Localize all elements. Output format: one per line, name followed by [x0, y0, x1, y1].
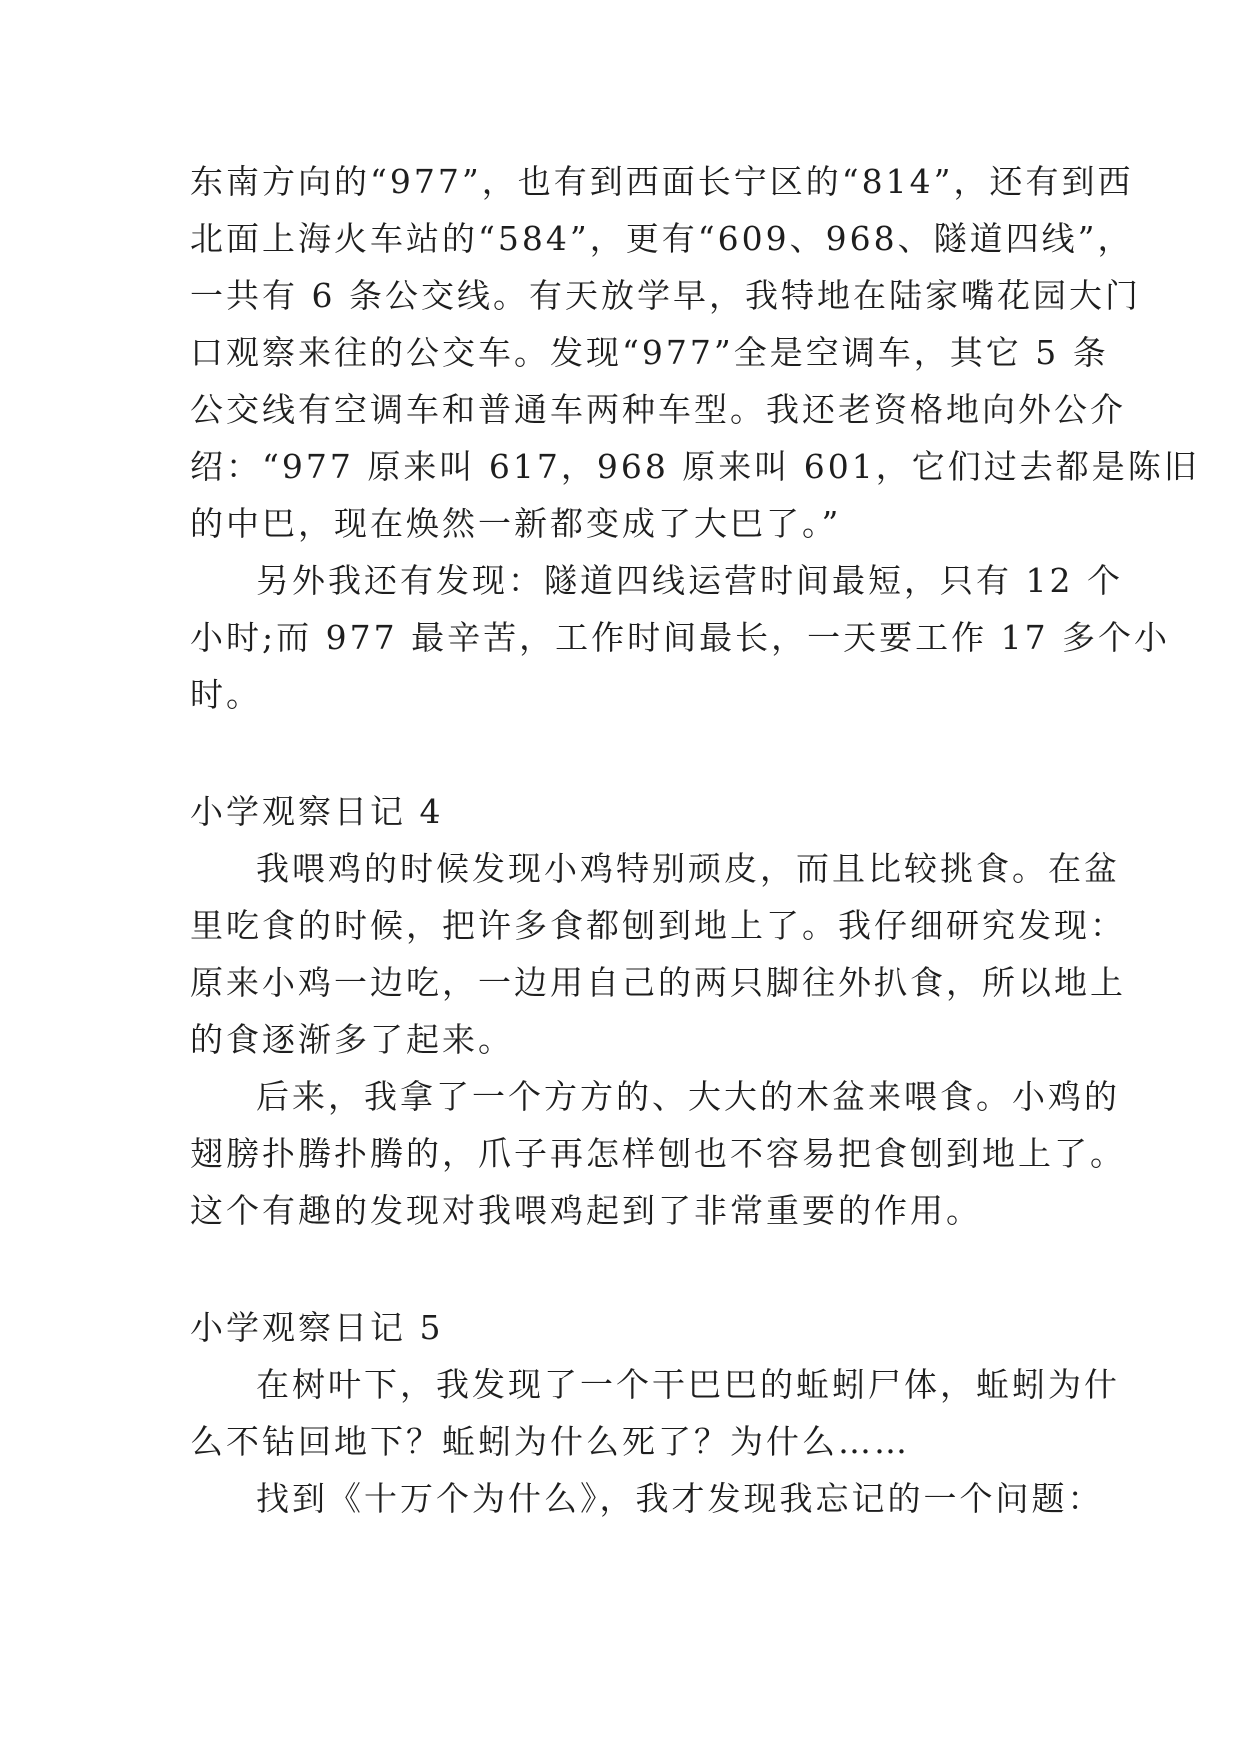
- section-title: 小学观察日记 4: [190, 792, 444, 831]
- text-line: 我喂鸡的时候发现小鸡特别顽皮，而且比较挑食。在盆: [256, 849, 1120, 888]
- text-line: 东南方向的“977”，也有到西面长宁区的“814”，还有到西: [190, 162, 1134, 201]
- text-line: 绍：“977 原来叫 617，968 原来叫 601，它们过去都是陈旧: [190, 447, 1200, 486]
- text-line: 这个有趣的发现对我喂鸡起到了非常重要的作用。: [190, 1191, 982, 1230]
- text-line: 原来小鸡一边吃，一边用自己的两只脚往外扒食，所以地上: [190, 963, 1126, 1002]
- text-line: 么不钻回地下？蚯蚓为什么死了？为什么……: [190, 1422, 910, 1461]
- text-line: 翅膀扑腾扑腾的，爪子再怎样刨也不容易把食刨到地上了。: [190, 1134, 1126, 1173]
- section-title: 小学观察日记 5: [190, 1308, 444, 1347]
- text-line: 公交线有空调车和普通车两种车型。我还老资格地向外公介: [190, 390, 1126, 429]
- text-line: 找到《十万个为什么》，我才发现我忘记的一个问题：: [256, 1479, 1104, 1518]
- text-line: 在树叶下，我发现了一个干巴巴的蚯蚓尸体，蚯蚓为什: [256, 1365, 1120, 1404]
- text-line: 的食逐渐多了起来。: [190, 1020, 514, 1059]
- text-line: 时。: [190, 675, 262, 714]
- text-line: 口观察来往的公交车。发现“977”全是空调车，其它 5 条: [190, 333, 1109, 372]
- text-line: 里吃食的时候，把许多食都刨到地上了。我仔细研究发现：: [190, 906, 1126, 945]
- text-line: 小时;而 977 最辛苦，工作时间最长，一天要工作 17 多个小: [190, 618, 1171, 657]
- text-line: 的中巴，现在焕然一新都变成了大巴了。”: [190, 504, 842, 543]
- text-line: 一共有 6 条公交线。有天放学早，我特地在陆家嘴花园大门: [190, 276, 1141, 315]
- text-line: 北面上海火车站的“584”，更有“609、968、隧道四线”，: [190, 219, 1134, 258]
- text-line: 另外我还有发现：隧道四线运营时间最短，只有 12 个: [256, 561, 1123, 600]
- text-line: 后来，我拿了一个方方的、大大的木盆来喂食。小鸡的: [256, 1077, 1120, 1116]
